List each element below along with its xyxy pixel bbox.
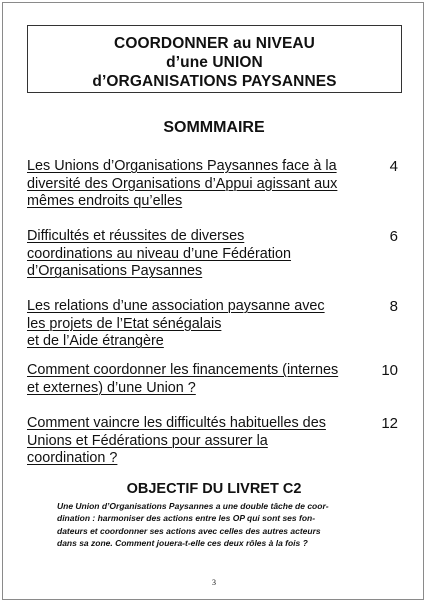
toc-entry-title[interactable] [27,362,347,397]
toc-entry-line: mêmes endroits qu’elles [27,193,183,210]
sommaire-heading: SOMMMAIRE [163,119,265,136]
toc-entry-line: et de l’Aide étrangère [27,333,164,350]
toc-entry-line: et externes) d’une Union ? [27,379,196,396]
toc-entry-line: Unions et Fédérations pour assurer la [27,432,268,449]
toc-page-number: 4 [389,158,398,175]
toc-page-number: 6 [389,228,398,245]
toc-entry-title[interactable] [27,415,347,468]
toc-entry-line: coordination ? [27,450,118,467]
objectif-line: dateurs et coordonner ses actions avec celles des autres acteurs [57,525,321,536]
toc-entry-line: Difficultés et réussites de diverses [27,228,245,244]
toc-entry-line: d’Organisations Paysannes [27,263,203,280]
toc-entry-title[interactable] [27,228,347,281]
toc-entry[interactable] [27,362,402,397]
objectif-line: dans sa zone. Comment jouera-t-elle ces deux rôles à la fois ? [57,538,308,549]
toc-entry-line: Comment coordonner les financements (internes [27,362,339,378]
title-box [27,25,402,93]
toc-page-number: 8 [389,298,398,315]
toc-page-number: 12 [381,415,398,432]
objectif-line: dination : harmoniser des actions entre les OP qui sont ses fon- [57,513,316,524]
toc-entry[interactable] [27,415,402,468]
toc-entry[interactable] [27,158,402,211]
toc-entry[interactable] [27,228,402,281]
toc-entry-line: les projets de l’Etat sénégalais [27,315,222,332]
toc-entry-line: Comment vaincre les difficultés habituelles des [27,415,326,431]
toc-entry-line: diversité des Organisations d’Appui agissant aux [27,175,338,192]
objectif-heading: OBJECTIF DU LIVRET C2 [126,481,302,497]
toc-entry-line: Les Unions d’Organisations Paysannes face à la [27,158,337,174]
title-line: d’ORGANISATIONS PAYSANNES [92,73,337,90]
objectif-text [57,500,377,550]
toc-entry[interactable] [27,298,402,351]
toc-entry-line: coordinations au niveau d’une Fédération [27,245,292,262]
objectif-line: Une Union d’Organisations Paysannes a une double tâche de coor- [57,501,329,511]
toc-entry-title[interactable] [27,158,347,211]
toc-entry-title[interactable] [27,298,347,351]
title-line: d’une UNION [166,54,263,71]
toc-entry-line: Les relations d’une association paysanne avec [27,298,325,314]
page-number: 3 [212,578,216,587]
toc-page-number: 10 [381,362,398,379]
title-line: COORDONNER au NIVEAU [114,35,315,52]
